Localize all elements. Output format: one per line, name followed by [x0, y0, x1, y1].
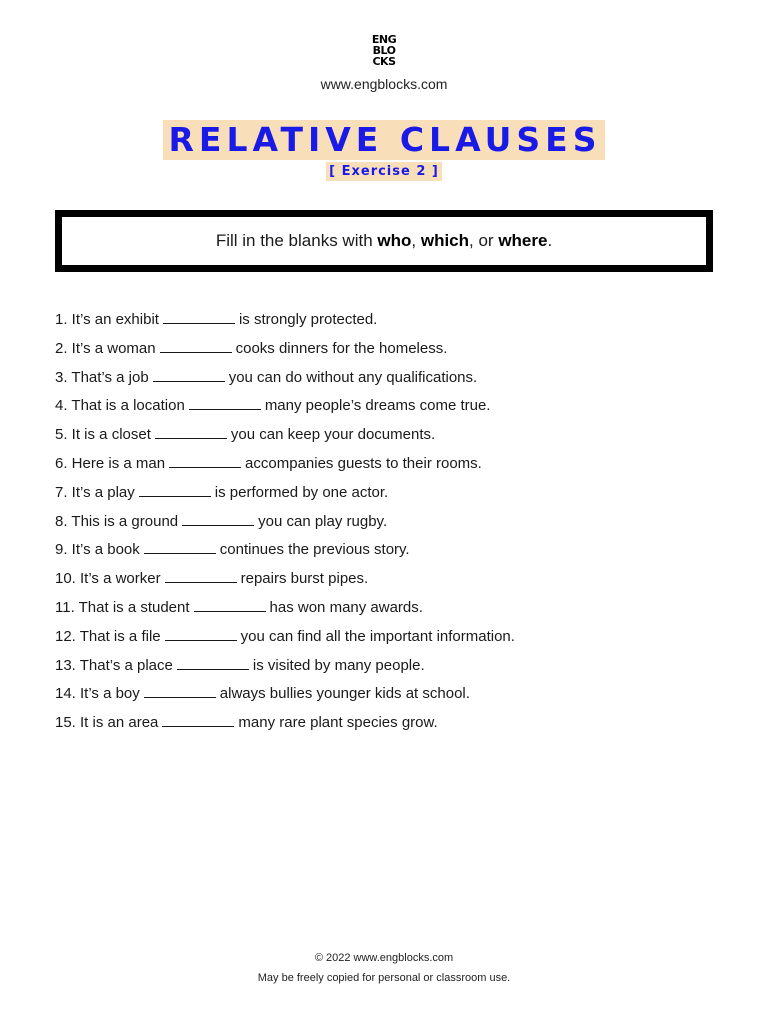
question-start: 12. That is a file	[55, 627, 161, 645]
answer-blank[interactable]	[153, 367, 225, 382]
question-end: is performed by one actor.	[214, 483, 389, 501]
question-list	[55, 306, 715, 738]
answer-blank[interactable]	[144, 683, 216, 698]
instruction-word-which: which	[420, 231, 470, 250]
answer-blank[interactable]	[163, 309, 235, 324]
question-item	[55, 680, 715, 709]
answer-blank[interactable]	[144, 539, 216, 554]
question-item	[55, 306, 715, 335]
answer-blank[interactable]	[165, 568, 237, 583]
question-item	[55, 623, 715, 652]
instruction-prefix: Fill in the blanks with	[215, 231, 378, 250]
question-end: you can keep your documents.	[230, 426, 436, 444]
page-title: RELATIVE CLAUSES	[163, 120, 606, 160]
question-item	[55, 392, 715, 421]
answer-blank[interactable]	[139, 482, 211, 497]
exercise-label: [ Exercise 2 ]	[326, 162, 442, 181]
answer-blank[interactable]	[155, 424, 227, 439]
question-item	[55, 565, 715, 594]
answer-blank[interactable]	[194, 597, 266, 612]
question-start: 15. It is an area	[55, 714, 159, 732]
question-start: 2. It’s a woman	[55, 339, 156, 357]
question-end: you can find all the important information.	[240, 627, 515, 645]
answer-blank[interactable]	[177, 655, 249, 670]
instruction-suffix: .	[547, 231, 553, 250]
question-end: has won many awards.	[269, 598, 423, 616]
footer-usage-note: May be freely copied for personal or classroom use.	[257, 972, 511, 984]
question-item	[55, 508, 715, 537]
question-start: 9. It’s a book	[55, 541, 140, 559]
question-start: 11. That is a student	[55, 598, 190, 616]
question-item	[55, 709, 715, 738]
question-start: 10. It’s a worker	[55, 570, 161, 588]
question-end: always bullies younger kids at school.	[219, 685, 470, 703]
question-start: 5. It is a closet	[55, 426, 151, 444]
answer-blank[interactable]	[165, 626, 237, 641]
question-start: 7. It’s a play	[55, 483, 135, 501]
answer-blank[interactable]	[182, 511, 254, 526]
question-end: many people’s dreams come true.	[264, 397, 491, 415]
question-item	[55, 652, 715, 681]
instruction-word-who: who	[377, 231, 412, 250]
question-end: continues the previous story.	[219, 541, 410, 559]
question-start: 14. It’s a boy	[55, 685, 140, 703]
question-start: 6. Here is a man	[55, 454, 166, 472]
instruction-text	[216, 231, 552, 251]
engblocks-logo	[367, 34, 401, 67]
question-end: many rare plant species grow.	[238, 714, 438, 732]
question-item	[55, 364, 715, 393]
question-end: you can play rugby.	[258, 512, 388, 530]
question-item	[55, 421, 715, 450]
logo-line-2: BLO	[372, 44, 396, 57]
question-end: repairs burst pipes.	[240, 570, 369, 588]
question-end: is visited by many people.	[252, 656, 425, 674]
footer-copyright: © 2022 www.engblocks.com	[314, 952, 454, 964]
question-end: is strongly protected.	[238, 311, 378, 328]
question-item	[55, 450, 715, 479]
question-item	[55, 479, 715, 508]
question-end: accompanies guests to their rooms.	[245, 454, 482, 472]
logo-line-3: CKS	[372, 55, 396, 68]
question-start: 8. This is a ground	[55, 512, 179, 530]
answer-blank[interactable]	[160, 338, 232, 353]
question-end: you can do without any qualifications.	[228, 368, 478, 386]
question-start: 3. That’s a job	[55, 368, 149, 386]
instruction-sep-1: ,	[411, 231, 421, 250]
site-url: www.engblocks.com	[320, 76, 448, 92]
logo-line-1: ENG	[371, 33, 397, 46]
question-item	[55, 335, 715, 364]
question-end: cooks dinners for the homeless.	[235, 339, 448, 357]
question-start: 13. That’s a place	[55, 656, 173, 674]
question-start: 1. It’s an exhibit	[55, 311, 159, 328]
title-container	[0, 120, 768, 160]
answer-blank[interactable]	[169, 453, 241, 468]
question-start: 4. That is a location	[55, 397, 185, 415]
instruction-sep-2: , or	[469, 231, 499, 250]
question-item	[55, 594, 715, 623]
subtitle-container	[0, 162, 768, 181]
instruction-box	[55, 210, 713, 272]
answer-blank[interactable]	[189, 395, 261, 410]
instruction-word-where: where	[498, 231, 548, 250]
question-item	[55, 536, 715, 565]
answer-blank[interactable]	[162, 712, 234, 727]
